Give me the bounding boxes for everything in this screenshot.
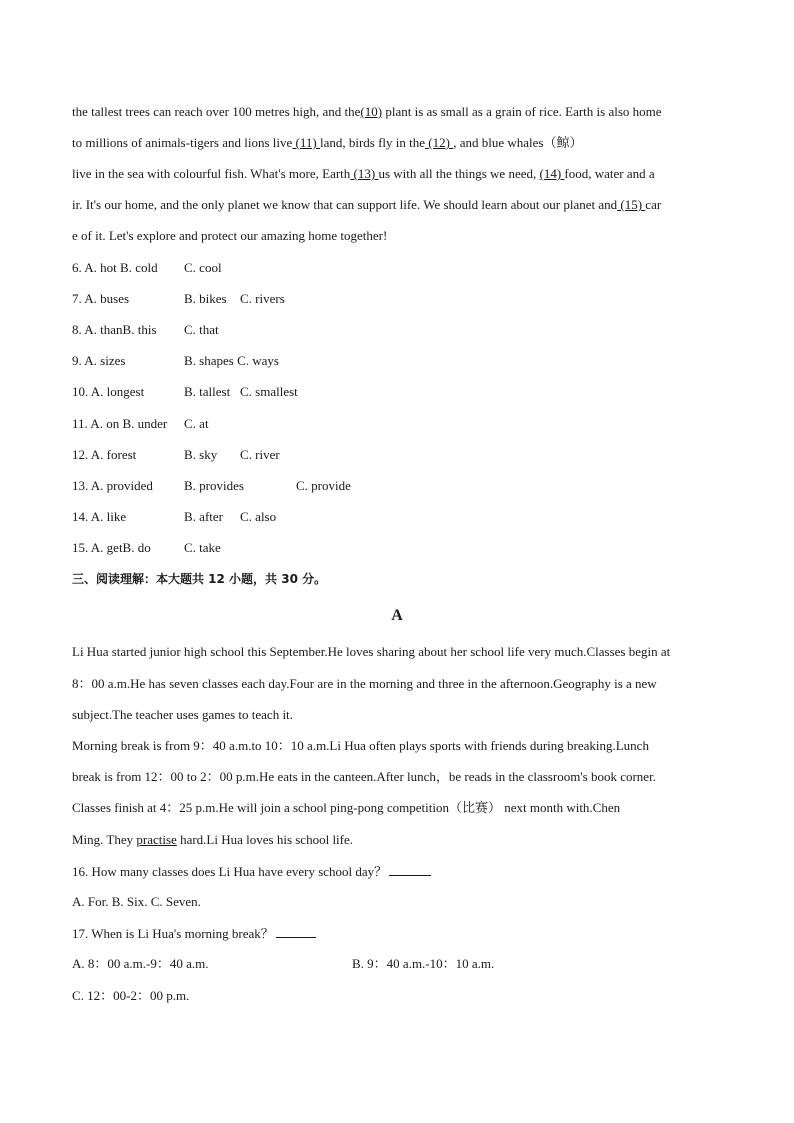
question-17-option-c: C. 12：00-2：00 p.m. bbox=[72, 988, 190, 1003]
passage-line: break is from 12：00 to 2：00 p.m.He eats in the canteen.After lunch，be reads in the classroom's book corner. bbox=[72, 769, 656, 784]
blank-14: (14) bbox=[539, 166, 565, 181]
blank-10: (10) bbox=[360, 104, 383, 119]
passage-line: Classes finish at 4：25 p.m.He will join a school ping-pong competition（比赛） next month with.Chen bbox=[72, 800, 621, 815]
question-17-text: 17. When is Li Hua's morning break？ bbox=[72, 926, 274, 941]
question-16-options: A. For. B. Six. C. Seven. bbox=[72, 894, 201, 909]
cloze-text: the tallest trees can reach over 100 metres high, and the bbox=[72, 104, 361, 119]
option-8-a-b: 8. A. thanB. this bbox=[72, 322, 157, 337]
passage-line: subject.The teacher uses games to teach it. bbox=[72, 707, 293, 722]
answer-blank-17 bbox=[276, 925, 316, 938]
option-12-c: C. river bbox=[240, 447, 280, 462]
option-13-c: C. provide bbox=[296, 478, 351, 493]
cloze-text: land, birds fly in the bbox=[319, 135, 426, 150]
question-16-text: 16. How many classes does Li Hua have every school day？ bbox=[72, 864, 388, 879]
passage-text: hard.Li Hua loves his school life. bbox=[176, 832, 354, 847]
section-heading: 三、阅读理解：本大题共 12 小题，共 30 分。 bbox=[72, 572, 327, 586]
question-17 bbox=[72, 925, 316, 942]
question-17-option-a: A. 8：00 a.m.-9：40 a.m. bbox=[72, 956, 209, 971]
option-11-c: C. at bbox=[184, 416, 209, 431]
option-10-a: 10. A. longest bbox=[72, 384, 145, 399]
cloze-line-4 bbox=[72, 197, 661, 213]
cloze-text: plant is as small as a grain of rice. Earth is also home bbox=[382, 104, 662, 119]
option-10-b: B. tallest bbox=[184, 384, 231, 399]
option-14-c: C. also bbox=[240, 509, 277, 524]
option-7-c: C. rivers bbox=[240, 291, 285, 306]
answer-blank-16 bbox=[389, 863, 431, 876]
option-8-c: C. that bbox=[184, 322, 219, 337]
blank-11: (11) bbox=[292, 135, 320, 150]
option-9-a: 9. A. sizes bbox=[72, 353, 126, 368]
cloze-text: car bbox=[645, 197, 662, 212]
blank-15: (15) bbox=[617, 197, 646, 212]
option-11-a-b: 11. A. on B. under bbox=[72, 416, 168, 431]
option-6-a-b: 6. A. hot B. cold bbox=[72, 260, 158, 275]
cloze-text: food, water and a bbox=[564, 166, 655, 181]
passage-title: A bbox=[391, 607, 403, 624]
cloze-line-5: e of it. Let's explore and protect our amazing home together! bbox=[72, 228, 388, 243]
passage-text: Ming. They bbox=[72, 832, 137, 847]
cloze-text: to millions of animals-tigers and lions live bbox=[72, 135, 293, 150]
option-15-a-b: 15. A. getB. do bbox=[72, 540, 151, 555]
blank-12: (12) bbox=[425, 135, 454, 150]
option-14-a: 14. A. like bbox=[72, 509, 127, 524]
option-15-c: C. take bbox=[184, 540, 221, 555]
cloze-text: , and blue whales（鲸） bbox=[453, 135, 583, 150]
underlined-word: practise bbox=[136, 832, 177, 847]
passage-line-last bbox=[72, 832, 353, 848]
passage-line: Li Hua started junior high school this September.He loves sharing about her school life very much.Classes begin at bbox=[72, 644, 671, 659]
cloze-text: ir. It's our home, and the only planet we know that can support life. We should learn about our planet and bbox=[72, 197, 618, 212]
option-12-a: 12. A. forest bbox=[72, 447, 137, 462]
passage-line: Morning break is from 9：40 a.m.to 10：10 a.m.Li Hua often plays sports with friends during breaking.Lunch bbox=[72, 738, 649, 753]
option-12-b: B. sky bbox=[184, 447, 218, 462]
cloze-line-1 bbox=[72, 104, 662, 120]
option-13-a: 13. A. provided bbox=[72, 478, 153, 493]
question-17-option-b: B. 9：40 a.m.-10：10 a.m. bbox=[352, 956, 495, 971]
option-7-a: 7. A. buses bbox=[72, 291, 130, 306]
option-6-c: C. cool bbox=[184, 260, 222, 275]
passage-line: 8：00 a.m.He has seven classes each day.Four are in the morning and three in the afternoon.Geography is a new bbox=[72, 676, 657, 691]
cloze-line-2 bbox=[72, 135, 582, 151]
option-13-b: B. provides bbox=[184, 478, 244, 493]
option-7-b: B. bikes bbox=[184, 291, 227, 306]
option-9-b-c: B. shapes C. ways bbox=[184, 353, 279, 368]
option-10-c: C. smallest bbox=[240, 384, 298, 399]
cloze-text: live in the sea with colourful fish. What's more, Earth bbox=[72, 166, 351, 181]
question-16 bbox=[72, 863, 431, 880]
cloze-text: us with all the things we need, bbox=[378, 166, 540, 181]
option-14-b: B. after bbox=[184, 509, 223, 524]
blank-13: (13) bbox=[350, 166, 379, 181]
cloze-line-3 bbox=[72, 166, 655, 182]
